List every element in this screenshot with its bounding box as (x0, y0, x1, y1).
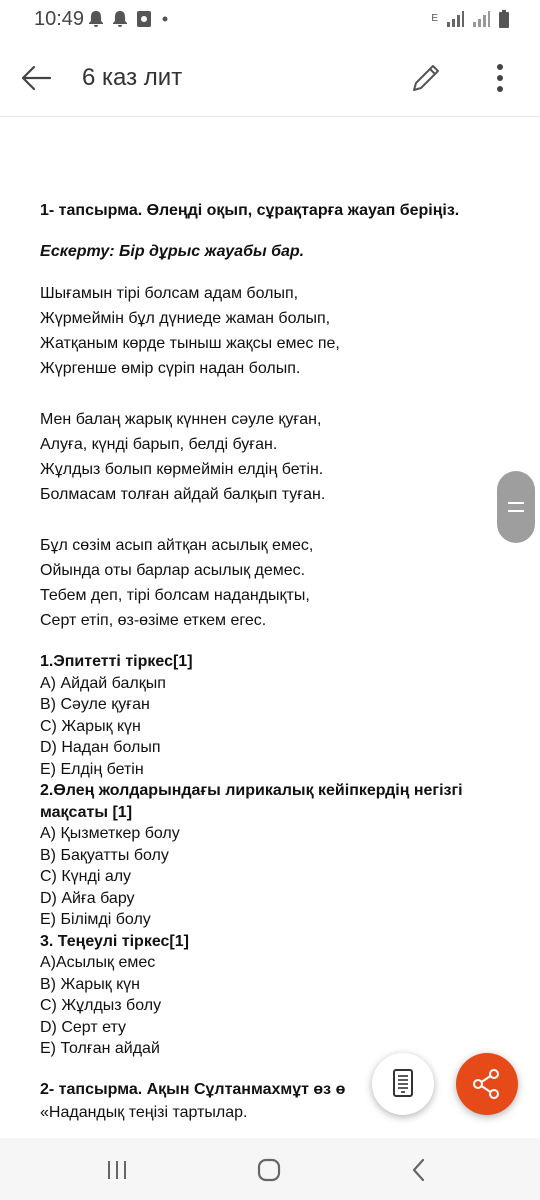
document-content (40, 200, 510, 1124)
poem-stanza (40, 533, 510, 633)
task2-heading (40, 1079, 510, 1101)
answer-option: C) Жұлдыз болу (40, 997, 162, 1014)
poem-line: Жатқаным көрде тыныш жақсы емес пе, (40, 335, 340, 352)
question-title: 1.Эпитетті тіркес[1] (40, 653, 193, 670)
scroll-handle-line (508, 510, 524, 512)
poem-stanza (40, 281, 510, 381)
more-vert-icon (486, 60, 514, 96)
view-mode-button[interactable] (372, 1053, 434, 1115)
answer-option: A) Қызметкер болу (40, 825, 180, 842)
task1-heading: 1- тапсырма. Өлеңді оқып, сұрақтарға жауап беріңіз. (40, 202, 460, 219)
home-button[interactable] (257, 1158, 281, 1187)
answer-option: A) Айдай балқып (40, 674, 166, 692)
pencil-icon (408, 60, 444, 96)
poem-line: Тебем деп, тірі болсам надандықты, (40, 587, 310, 604)
poem-line: Болмасам толған айдай балқып туған. (40, 486, 326, 503)
poem-line: Алуға, күнді барып, белді буған. (40, 436, 278, 453)
answer-option: B) Бақуатты болу (40, 846, 169, 864)
answer-option: E) Елдің бетін (40, 760, 144, 778)
back-arrow-icon (18, 58, 58, 98)
status-bar (0, 0, 540, 40)
notification-bell-icon (88, 10, 104, 28)
task2-heading-text: 2- тапсырма. Ақын Сұлтанмахмұт өз ө (40, 1080, 346, 1098)
app-bar (0, 40, 540, 117)
answer-option: A)Асылық емес (40, 954, 156, 971)
poem-stanza (40, 407, 510, 507)
poem-line: Мен балаң жарық күннен сәуле қуған, (40, 411, 322, 428)
answer-option: E) Білімді болу (40, 911, 151, 928)
system-nav-bar (0, 1138, 540, 1200)
poem-line: Жүрмеймін бұл дүниеде жаман болып, (40, 310, 331, 327)
poem-line: Бұл сөзім асып айтқан асылық емес, (40, 537, 314, 554)
scroll-handle-line (508, 502, 524, 504)
poem-line: Серт етіп, өз-өзіме еткем егес. (40, 612, 267, 629)
answer-option: B) Жарық күн (40, 975, 140, 993)
poem-line: Ойында оты барлар асылық демес. (40, 562, 306, 579)
share-icon (456, 1053, 518, 1115)
answer-option: D) Айға бару (40, 889, 135, 907)
nav-back-button[interactable] (410, 1158, 428, 1187)
network-type: E (431, 13, 438, 24)
status-right-icons (431, 10, 510, 28)
answer-option: C) Жарық күн (40, 717, 141, 735)
answer-option: D) Серт ету (40, 1018, 126, 1036)
more-options-button[interactable] (486, 60, 514, 96)
answer-option: B) Сәуле қуған (40, 696, 150, 713)
app-notification-icon (136, 10, 152, 28)
document-view-icon (372, 1053, 434, 1115)
poem-line: Жүргенше өмір сүріп надан болып. (40, 360, 301, 377)
answer-option: E) Толған айдай (40, 1040, 160, 1057)
nav-back-icon (410, 1158, 428, 1182)
task-note: Ескерту: Бір дұрыс жауабы бар. (40, 242, 305, 260)
task2-text: «Надандық теңізі тартылар. (40, 1104, 248, 1121)
questions-block (40, 651, 510, 1060)
status-time: 10:49 (34, 8, 85, 30)
home-icon (257, 1158, 281, 1182)
edit-button[interactable] (408, 60, 444, 96)
status-left-icons (88, 10, 170, 28)
signal-bars-icon (446, 10, 464, 28)
answer-option: C) Күнді алу (40, 868, 132, 885)
document-title: 6 каз лит (82, 64, 183, 91)
back-button[interactable] (18, 58, 58, 98)
question-title: 3. Теңеулі тіркес[1] (40, 932, 189, 950)
recent-apps-button[interactable] (106, 1160, 128, 1185)
notification-bell-icon (112, 10, 128, 28)
signal-bars-icon (472, 10, 490, 28)
dot-icon (160, 10, 170, 28)
fast-scroll-handle[interactable] (497, 471, 535, 543)
answer-option: D) Надан болып (40, 739, 161, 756)
share-button[interactable] (456, 1053, 518, 1115)
poem-line: Жұлдыз болып көрмеймін елдің бетін. (40, 461, 324, 478)
poem-line: Шығамын тірі болсам адам болып, (40, 285, 299, 302)
question-title: 2.Өлең жолдарындағы лирикалық кейіпкердің негізгі мақсаты [1] (40, 782, 463, 821)
battery-icon (498, 10, 510, 28)
recent-apps-icon (106, 1160, 128, 1180)
